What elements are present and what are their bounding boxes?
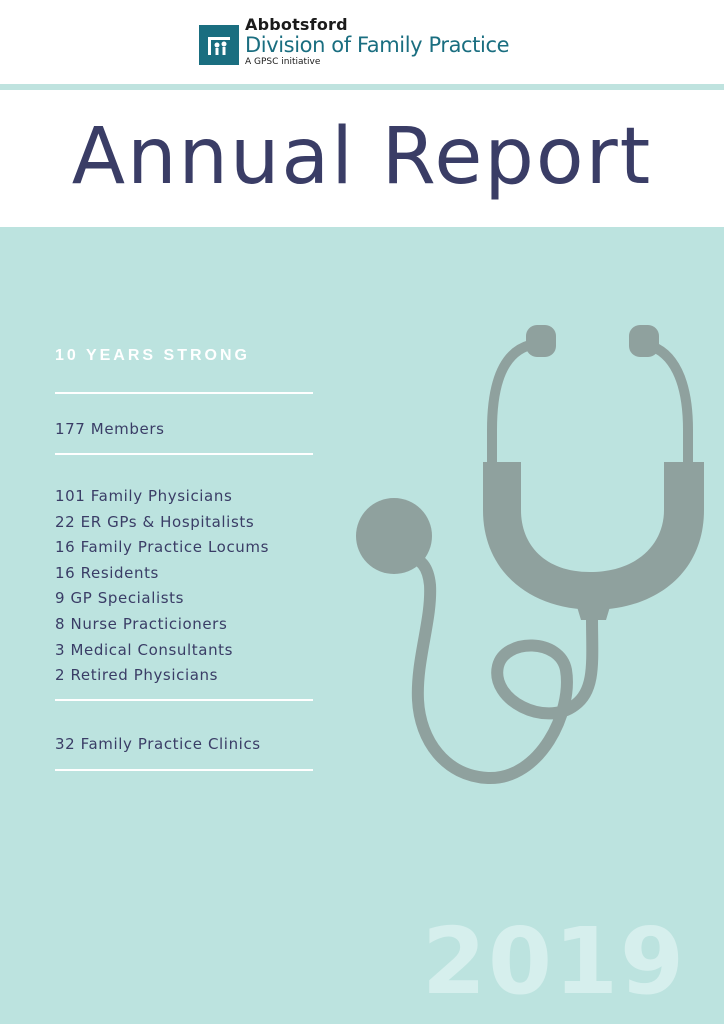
family-practice-logo-icon	[199, 25, 239, 65]
list-item: 16 Residents	[55, 563, 159, 582]
organization-name: Abbotsford	[245, 15, 348, 34]
report-title: Annual Report	[71, 112, 653, 202]
divider-line	[55, 392, 313, 394]
anniversary-tagline: 10 YEARS STRONG	[55, 347, 250, 364]
membership-breakdown-list	[55, 486, 269, 691]
divider-line	[55, 769, 313, 771]
logo-tagline: A GPSC initiative	[245, 57, 321, 67]
list-item: 8 Nurse Practicioners	[55, 614, 228, 633]
clinics-count: 32 Family Practice Clinics	[55, 735, 261, 753]
divider-line	[55, 699, 313, 701]
list-item: 9 GP Specialists	[55, 589, 185, 608]
header-divider	[0, 84, 724, 90]
members-count: 177 Members	[55, 420, 165, 438]
list-item: 101 Family Physicians	[55, 487, 233, 505]
organization-logo	[199, 13, 509, 71]
list-item: 3 Medical Consultants	[55, 640, 234, 659]
list-item: 2 Retired Physicians	[55, 666, 219, 685]
divider-line	[55, 453, 313, 455]
list-item: 22 ER GPs & Hospitalists	[55, 512, 255, 531]
division-name: Division of Family Practice	[245, 33, 510, 57]
stethoscope-icon	[340, 320, 720, 800]
list-item: 16 Family Practice Locums	[55, 538, 270, 557]
report-year: 2019	[421, 908, 686, 1015]
